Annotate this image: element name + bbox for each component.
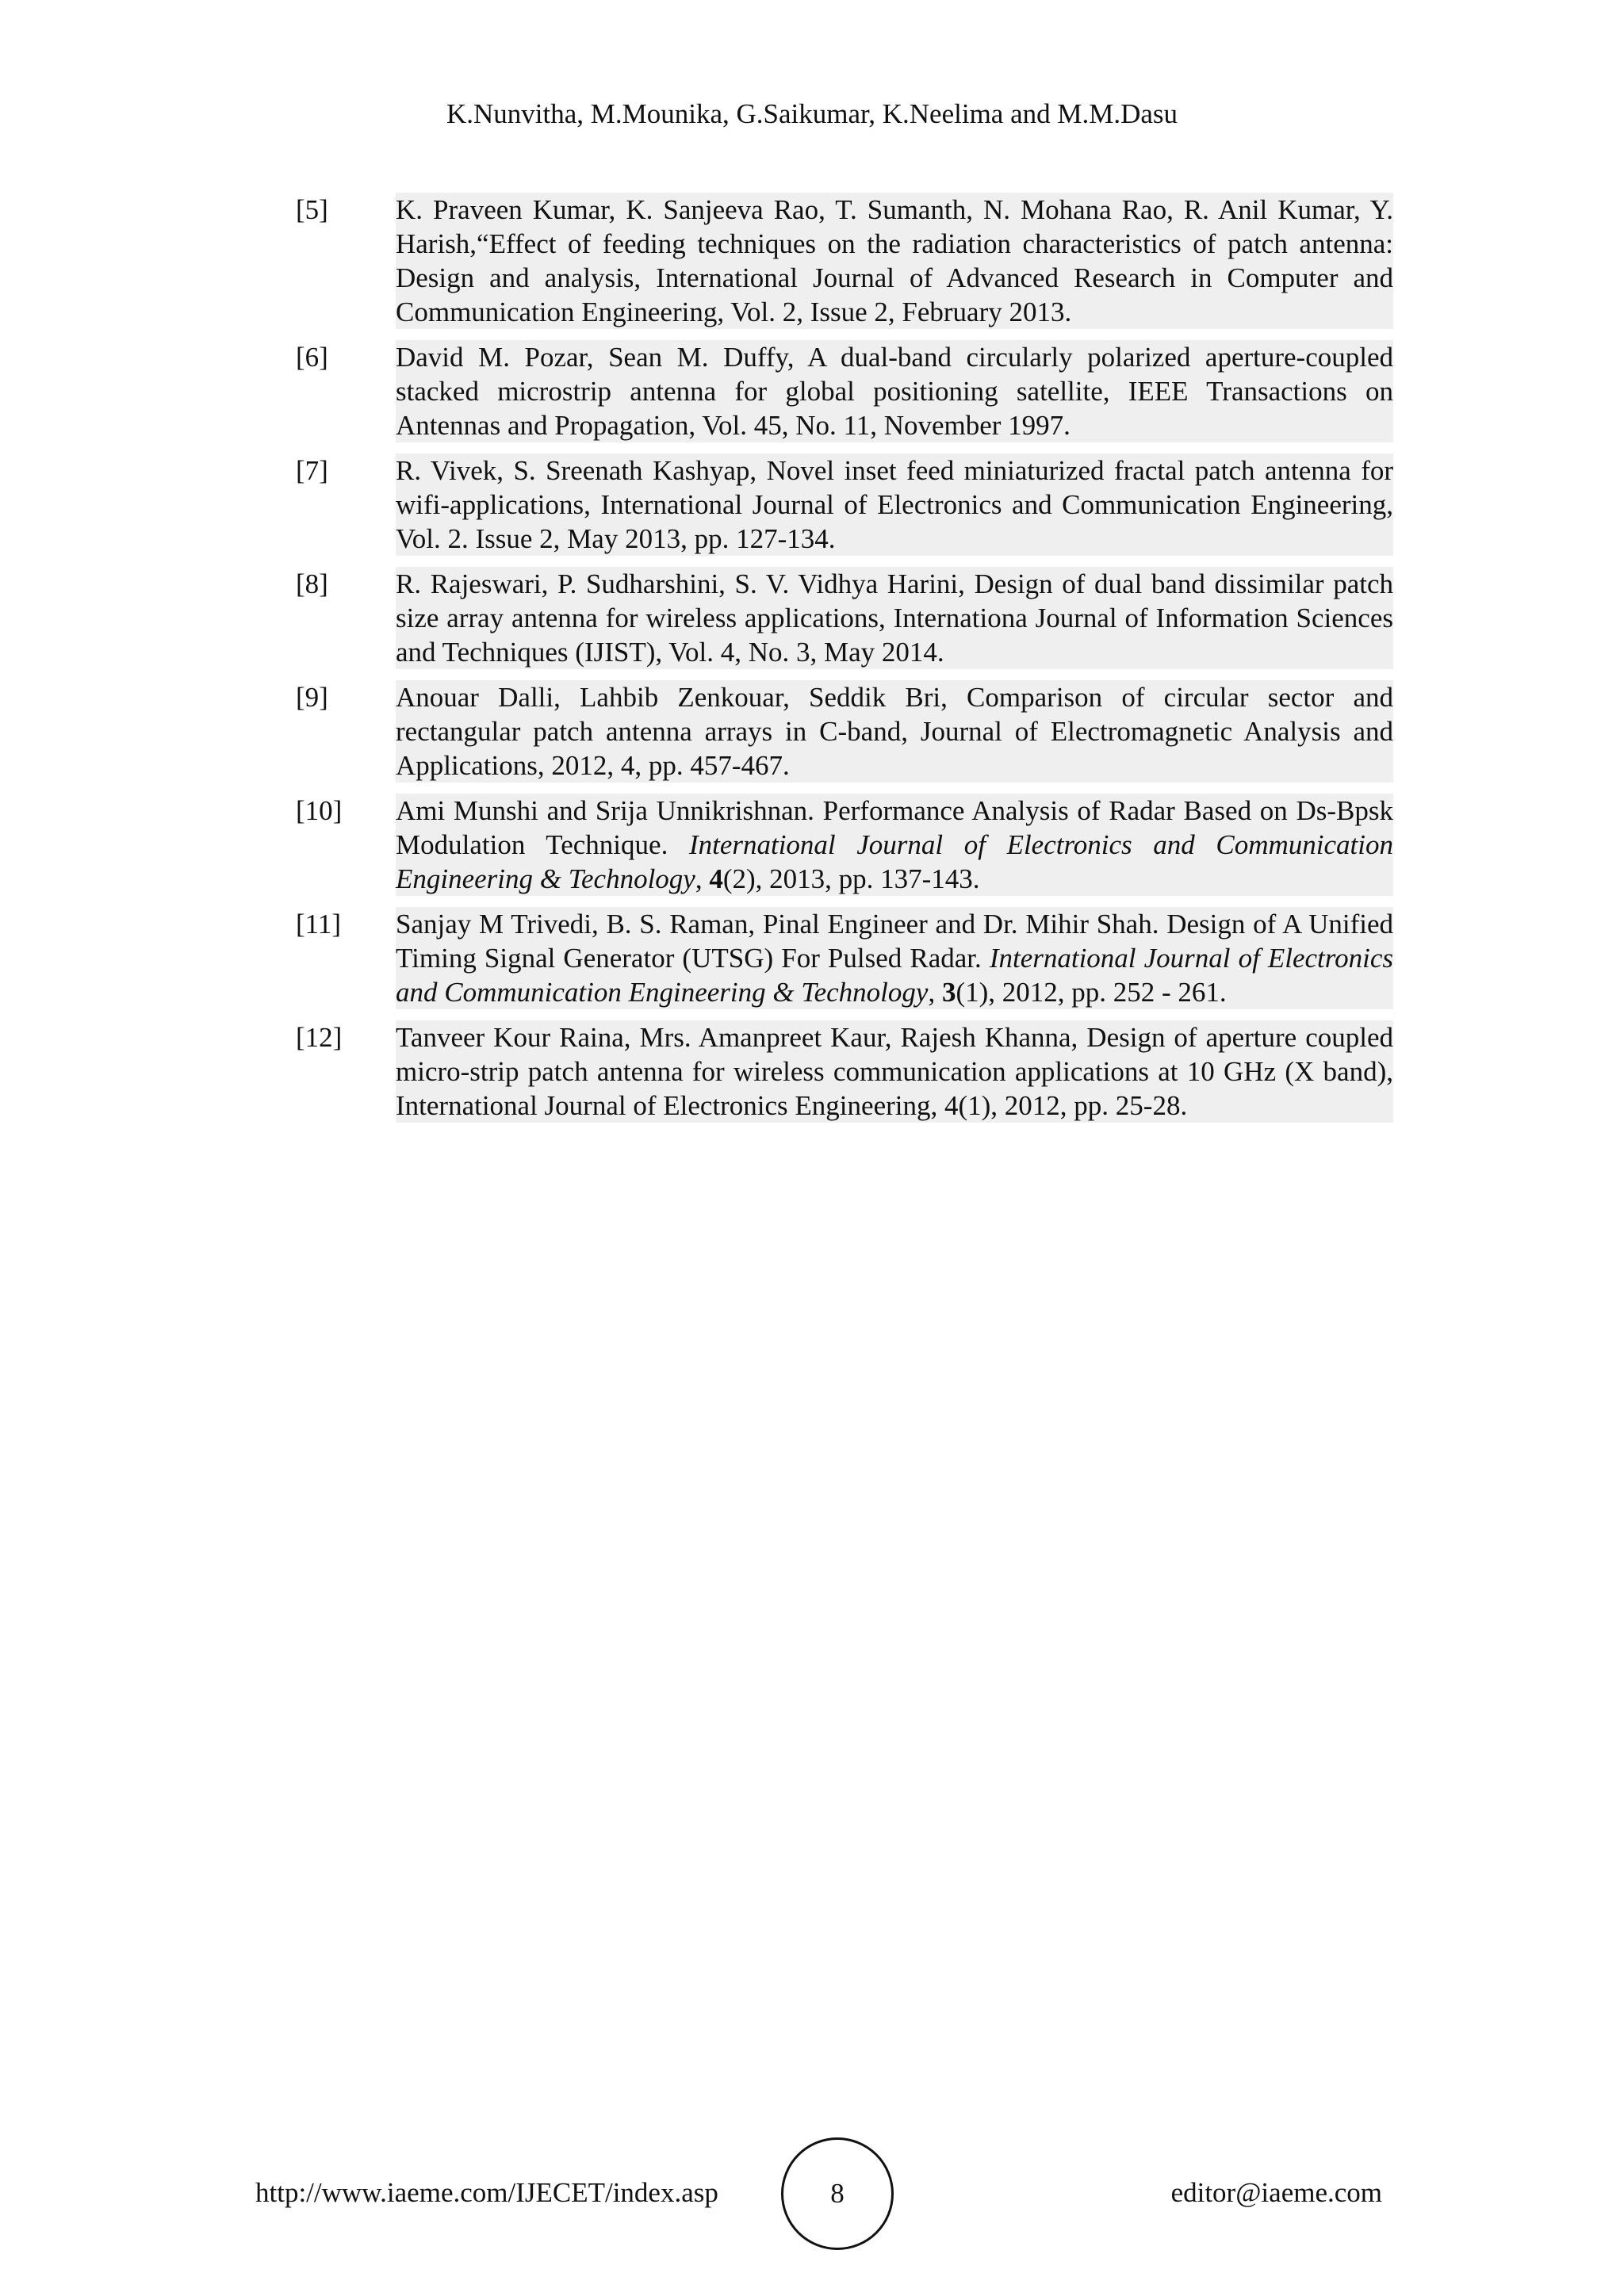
reference-item (296, 907, 1393, 1009)
page-footer (0, 2137, 1624, 2241)
page-number-circle (781, 2137, 894, 2250)
reference-item (296, 567, 1393, 669)
reference-text (396, 567, 1393, 669)
reference-text-segment: , (928, 977, 942, 1008)
reference-text-segment: (1), 2012, pp. 252 - 261. (956, 977, 1227, 1008)
reference-text (396, 453, 1393, 556)
reference-item (296, 794, 1393, 896)
reference-text (396, 680, 1393, 783)
reference-number: [11] (296, 909, 342, 939)
footer-email-link[interactable]: editor@iaeme.com (1170, 2177, 1382, 2208)
reference-text (396, 794, 1393, 896)
reference-number: [8] (296, 568, 328, 599)
footer-url-link[interactable]: http://www.iaeme.com/IJECET/index.asp (255, 2177, 718, 2208)
reference-number: [10] (296, 795, 343, 826)
reference-list (296, 193, 1393, 1134)
reference-volume: 4 (709, 863, 723, 894)
reference-number: [5] (296, 194, 328, 225)
reference-text (396, 193, 1393, 329)
header-authors: K.Nunvitha, M.Mounika, G.Saikumar, K.Neelima and M.M.Dasu (446, 98, 1178, 129)
reference-journal-title: International Journal of Electronics and Communication Engineering & Technology (396, 829, 1393, 894)
reference-text-segment: David M. Pozar, Sean M. Duffy, A dual-band circularly polarized aperture-coupled stacked microstrip antenna for global positioning satellite, IEEE Transactions on Antennas and Propagation, Vol. 45, No. 11, November 1997. (396, 342, 1393, 441)
reference-text (396, 340, 1393, 442)
reference-text-segment: Sanjay M Trivedi, B. S. Raman, Pinal Engineer and Dr. Mihir Shah. Design of A Unified Timing Signal Generator (UTSG) For Pulsed Radar. (396, 909, 1393, 974)
reference-item (296, 1020, 1393, 1123)
reference-text-segment: , (695, 863, 710, 894)
reference-item (296, 193, 1393, 329)
reference-number: [9] (296, 682, 328, 713)
reference-text-segment: Anouar Dalli, Lahbib Zenkouar, Seddik Bri, Comparison of circular sector and rectangular patch antenna arrays in C-band, Journal of Electromagnetic Analysis and Applications, 2012, 4, pp. 457-467. (396, 682, 1393, 781)
reference-text-segment: Ami Munshi and Srija Unnikrishnan. Performance Analysis of Radar Based on Ds-Bpsk Modulation Technique. (396, 795, 1393, 860)
reference-volume: 3 (941, 977, 956, 1008)
reference-text-segment: R. Vivek, S. Sreenath Kashyap, Novel inset feed miniaturized fractal patch antenna for wifi-applications, International Journal of Electronics and Communication Engineering, Vol. 2. Issue 2, May 2013, pp. 127-134. (396, 455, 1393, 554)
reference-text (396, 1020, 1393, 1123)
page-number: 8 (830, 2178, 845, 2209)
reference-number: [7] (296, 455, 328, 486)
reference-item (296, 453, 1393, 556)
reference-number: [6] (296, 342, 328, 373)
reference-text (396, 907, 1393, 1009)
reference-number: [12] (296, 1022, 343, 1053)
reference-text-segment: K. Praveen Kumar, K. Sanjeeva Rao, T. Sumanth, N. Mohana Rao, R. Anil Kumar, Y. Harish,“Effect of feeding techniques on the radiation characteristics of patch antenna: Design and analysis, International Journal of Advanced Research in Computer and Communication Engineering, Vol. 2, Issue 2, February 2013. (396, 194, 1393, 327)
reference-journal-title: International Journal of Electronics and Communication Engineering & Technology (396, 943, 1393, 1008)
reference-item (296, 680, 1393, 783)
reference-text-segment: Tanveer Kour Raina, Mrs. Amanpreet Kaur, Rajesh Khanna, Design of aperture coupled micro-strip patch antenna for wireless communication applications at 10 GHz (X band), International Journal of Electronics Engineering, 4(1), 2012, pp. 25-28. (396, 1022, 1393, 1121)
reference-text-segment: (2), 2013, pp. 137-143. (722, 863, 980, 894)
reference-item (296, 340, 1393, 442)
reference-text-segment: R. Rajeswari, P. Sudharshini, S. V. Vidhya Harini, Design of dual band dissimilar patch size array antenna for wireless applications, Internationa Journal of Information Sciences and Techniques (IJIST), Vol. 4, No. 3, May 2014. (396, 568, 1393, 668)
running-header (0, 95, 1624, 133)
